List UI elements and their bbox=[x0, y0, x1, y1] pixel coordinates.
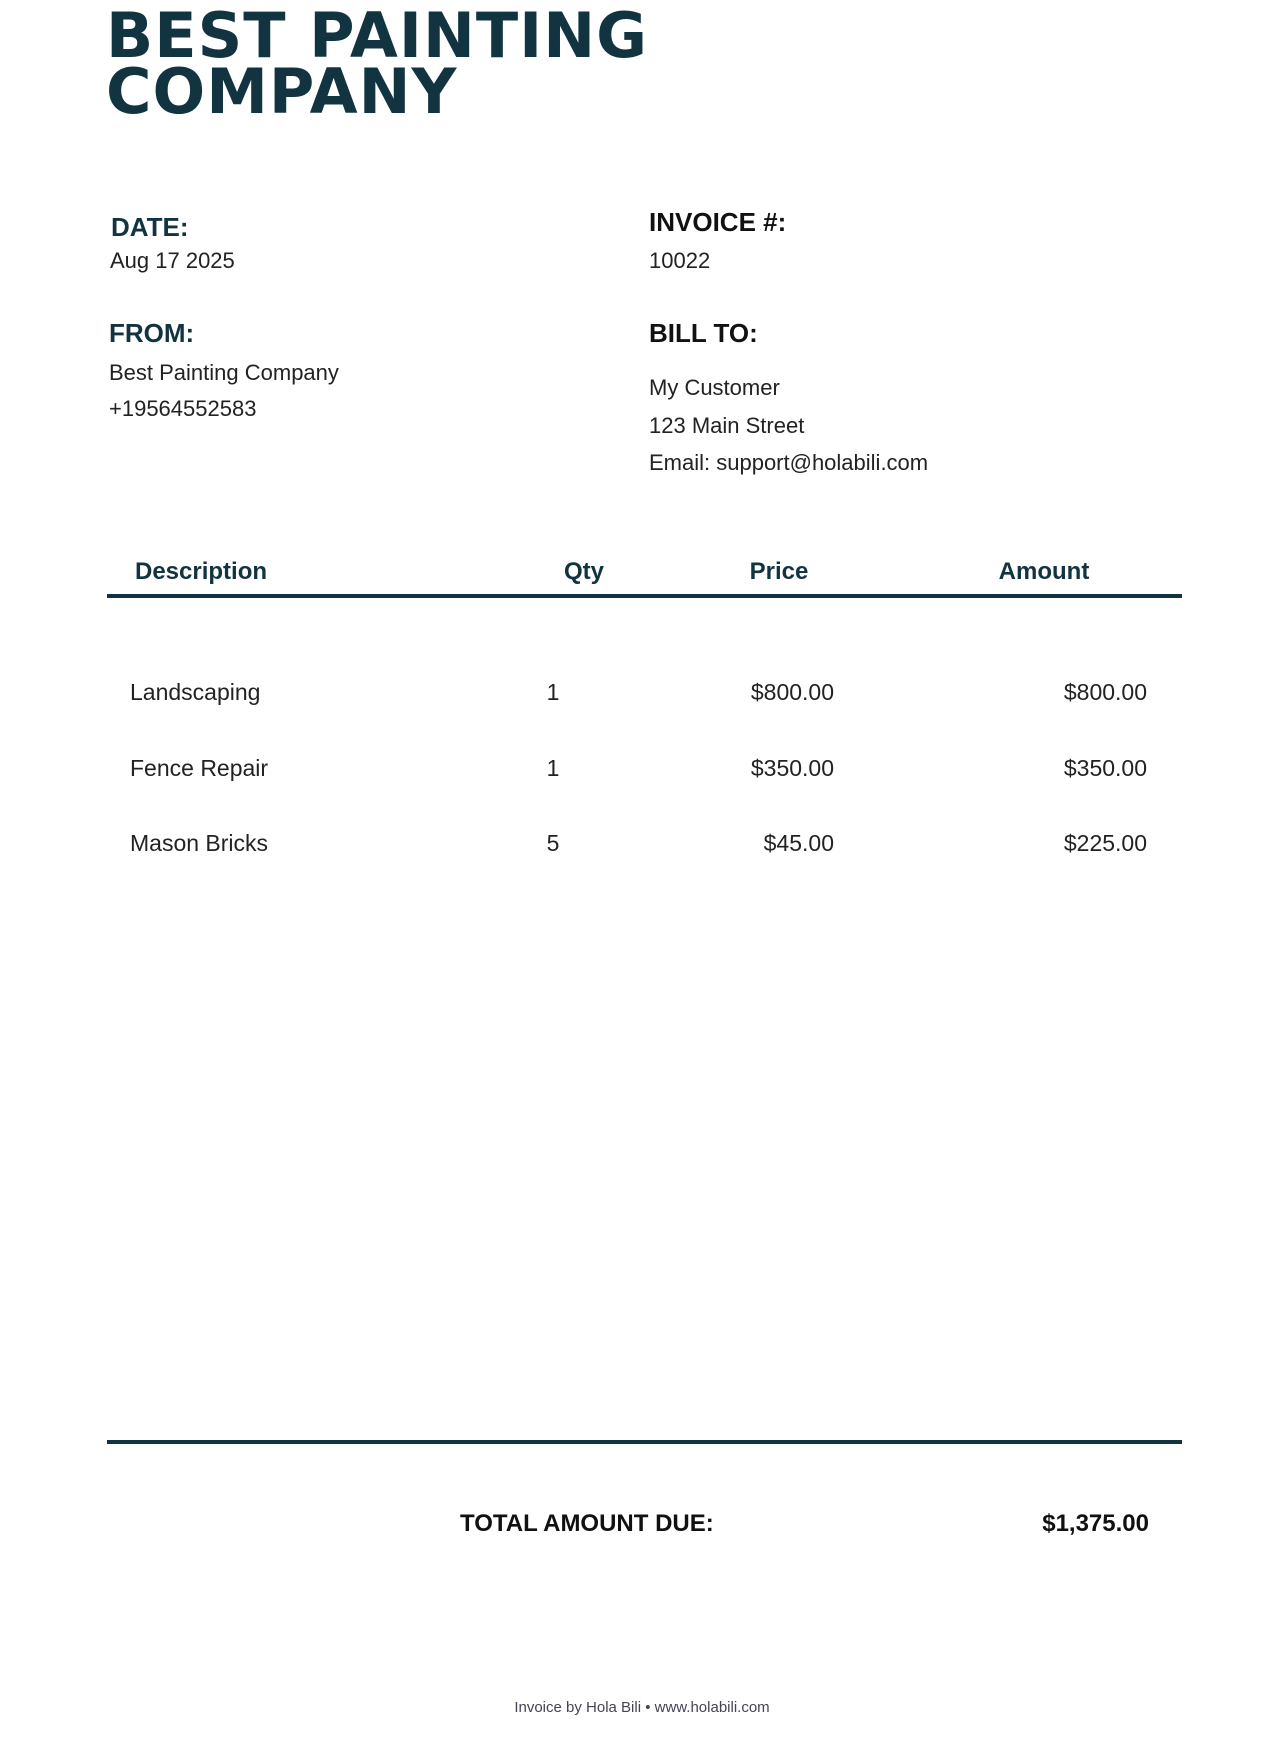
column-header-amount: Amount bbox=[998, 558, 1090, 585]
date-value: Aug 17 2025 bbox=[110, 248, 235, 273]
row-qty: 1 bbox=[546, 679, 560, 705]
column-header-qty: Qty bbox=[563, 558, 604, 585]
from-line: +19564552583 bbox=[109, 396, 257, 421]
row-description: Fence Repair bbox=[130, 755, 269, 781]
row-qty: 5 bbox=[546, 830, 560, 856]
column-header-price: Price bbox=[749, 558, 809, 585]
row-price: $350.00 bbox=[750, 755, 834, 781]
row-amount: $800.00 bbox=[1063, 679, 1147, 705]
from-line: Best Painting Company bbox=[109, 360, 339, 385]
column-header-description: Description bbox=[135, 558, 268, 585]
row-qty: 1 bbox=[546, 755, 560, 781]
bill-to-line: Email: support@holabili.com bbox=[649, 450, 929, 475]
bill-to-label: BILL TO: bbox=[649, 318, 758, 348]
row-price: $800.00 bbox=[750, 679, 834, 705]
from-label: FROM: bbox=[109, 318, 195, 348]
row-amount: $350.00 bbox=[1063, 755, 1147, 781]
row-price: $45.00 bbox=[763, 830, 834, 856]
row-amount: $225.00 bbox=[1063, 830, 1147, 856]
total-value: $1,375.00 bbox=[1042, 1510, 1149, 1537]
bill-to-line: My Customer bbox=[649, 375, 780, 400]
row-description: Landscaping bbox=[130, 679, 261, 705]
date-label: DATE: bbox=[111, 212, 189, 242]
row-description: Mason Bricks bbox=[130, 830, 269, 856]
company-title bbox=[106, 0, 648, 128]
header-divider bbox=[107, 594, 1182, 598]
total-label: TOTAL AMOUNT DUE: bbox=[460, 1510, 714, 1537]
total-divider bbox=[107, 1440, 1182, 1444]
footer-credit: Invoice by Hola Bili • www.holabili.com bbox=[514, 1699, 770, 1716]
bill-to-line: 123 Main Street bbox=[649, 413, 805, 438]
invoice-number-label: INVOICE #: bbox=[649, 207, 787, 237]
company-title-line2: COMPANY bbox=[106, 55, 458, 128]
company-title-line1: BEST PAINTING bbox=[106, 0, 648, 72]
invoice-number-value: 10022 bbox=[649, 248, 711, 273]
